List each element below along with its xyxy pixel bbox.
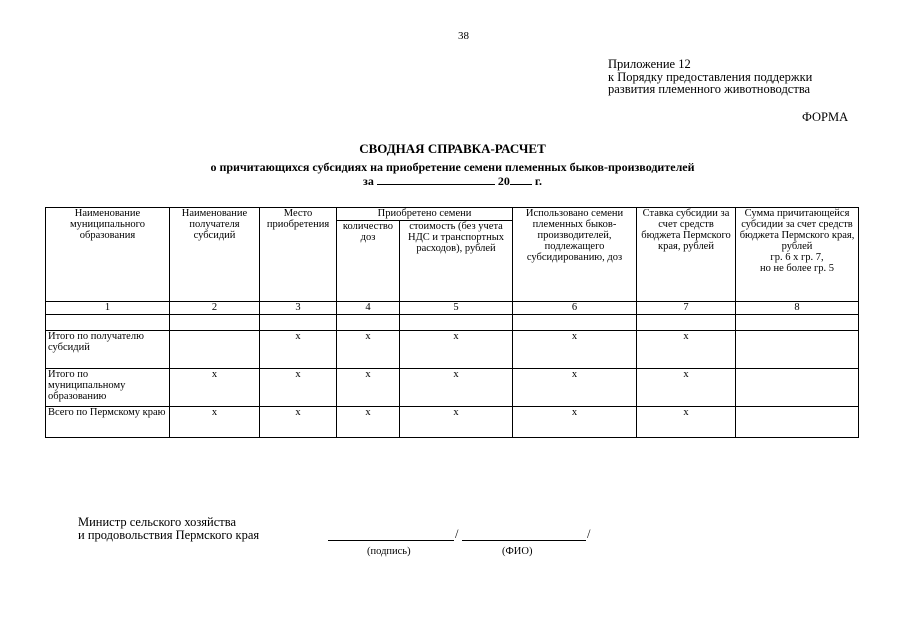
- table-cell: x: [400, 369, 513, 407]
- table-cell: x: [637, 407, 736, 438]
- period-blank: [377, 174, 495, 185]
- separator-slash: /: [455, 527, 459, 541]
- year-blank: [510, 174, 532, 185]
- period-for-label: за: [363, 173, 374, 188]
- period-line: [0, 174, 905, 188]
- table-cell[interactable]: [46, 315, 170, 331]
- signature-caption: (подпись): [367, 546, 411, 557]
- header-amount-formula: гр. 6 х гр. 7,: [770, 252, 824, 263]
- table-cell[interactable]: [513, 315, 637, 331]
- column-number: 3: [260, 302, 337, 315]
- table-cell: x: [513, 369, 637, 407]
- table-cell[interactable]: [260, 315, 337, 331]
- header-place: Место приобретения: [260, 208, 337, 302]
- form-label: ФОРМА: [802, 110, 849, 124]
- table-cell[interactable]: [736, 331, 859, 369]
- column-number: 6: [513, 302, 637, 315]
- table-cell: x: [337, 407, 400, 438]
- page-number: 38: [458, 30, 469, 42]
- table-cell[interactable]: [337, 315, 400, 331]
- table-cell: x: [260, 369, 337, 407]
- table-cell[interactable]: [637, 315, 736, 331]
- table-cell: x: [260, 331, 337, 369]
- column-number: 5: [400, 302, 513, 315]
- empty-data-row: [46, 315, 859, 331]
- table-cell: x: [337, 331, 400, 369]
- table-cell: x: [400, 407, 513, 438]
- appendix-line: к Порядку предоставления поддержки: [608, 69, 813, 84]
- column-number: 7: [637, 302, 736, 315]
- table-cell[interactable]: [736, 407, 859, 438]
- calculation-table: [45, 207, 859, 438]
- table-cell: x: [513, 407, 637, 438]
- row-label: Итого по получателю субсидий: [46, 331, 170, 369]
- table-cell[interactable]: [170, 315, 260, 331]
- header-municipality: Наименование муниципального образования: [46, 208, 170, 302]
- header-purchased-group: Приобретено семени: [337, 208, 513, 221]
- table-cell: x: [513, 331, 637, 369]
- header-recipient: Наименование получателя субсидий: [170, 208, 260, 302]
- header-used-doses: Использовано семени племенных быков-производителей, подлежащего субсидированию, доз: [513, 208, 637, 302]
- table-cell: x: [637, 331, 736, 369]
- header-amount-text: Сумма причитающейся субсидии за счет средств бюджета Пермского края, рублей: [739, 208, 855, 252]
- column-number: 1: [46, 302, 170, 315]
- appendix-line: Приложение 12: [608, 57, 691, 71]
- full-name-caption: (ФИО): [502, 546, 533, 557]
- table-cell: x: [637, 369, 736, 407]
- header-cost: стоимость (без учета НДС и транспортных расходов), рублей: [400, 221, 513, 302]
- header-quantity: количество доз: [337, 221, 400, 302]
- full-name-field[interactable]: [462, 540, 586, 541]
- header-row: [46, 208, 859, 221]
- header-amount: [736, 208, 859, 302]
- document-subtitle: [0, 161, 905, 187]
- appendix-block: [608, 58, 812, 96]
- table-cell[interactable]: [736, 369, 859, 407]
- table-cell: x: [170, 369, 260, 407]
- subtitle-line: о причитающихся субсидиях на приобретение семени племенных быков-производителей: [210, 160, 695, 174]
- signatory-line: и продовольствия Пермского края: [78, 527, 260, 542]
- column-number: 4: [337, 302, 400, 315]
- table-row: [46, 331, 859, 369]
- table-cell[interactable]: [400, 315, 513, 331]
- column-number: 8: [736, 302, 859, 315]
- signature-field[interactable]: [328, 540, 454, 541]
- table-cell: x: [260, 407, 337, 438]
- table-cell: x: [337, 369, 400, 407]
- table-cell: x: [400, 331, 513, 369]
- table-row: [46, 407, 859, 438]
- table-cell: x: [170, 407, 260, 438]
- appendix-line: развития племенного животноводства: [608, 82, 811, 96]
- signatory-line: Министр сельского хозяйства: [78, 515, 237, 529]
- year-prefix: 20: [497, 173, 510, 188]
- table-cell[interactable]: [170, 331, 260, 369]
- header-amount-limit: но не более гр. 5: [759, 263, 835, 274]
- row-label: Всего по Пермскому краю: [46, 407, 170, 438]
- document-title: СВОДНАЯ СПРАВКА-РАСЧЕТ: [359, 141, 546, 156]
- table-cell[interactable]: [736, 315, 859, 331]
- header-rate: Ставка субсидии за счет средств бюджета Пермского края, рублей: [637, 208, 736, 302]
- table-row: [46, 369, 859, 407]
- year-suffix: г.: [534, 173, 542, 188]
- signatory-title: [78, 516, 259, 541]
- row-label: Итого по муниципальному образованию: [46, 369, 170, 407]
- separator-slash: /: [587, 527, 591, 541]
- column-number: 2: [170, 302, 260, 315]
- column-numbers-row: [46, 302, 859, 315]
